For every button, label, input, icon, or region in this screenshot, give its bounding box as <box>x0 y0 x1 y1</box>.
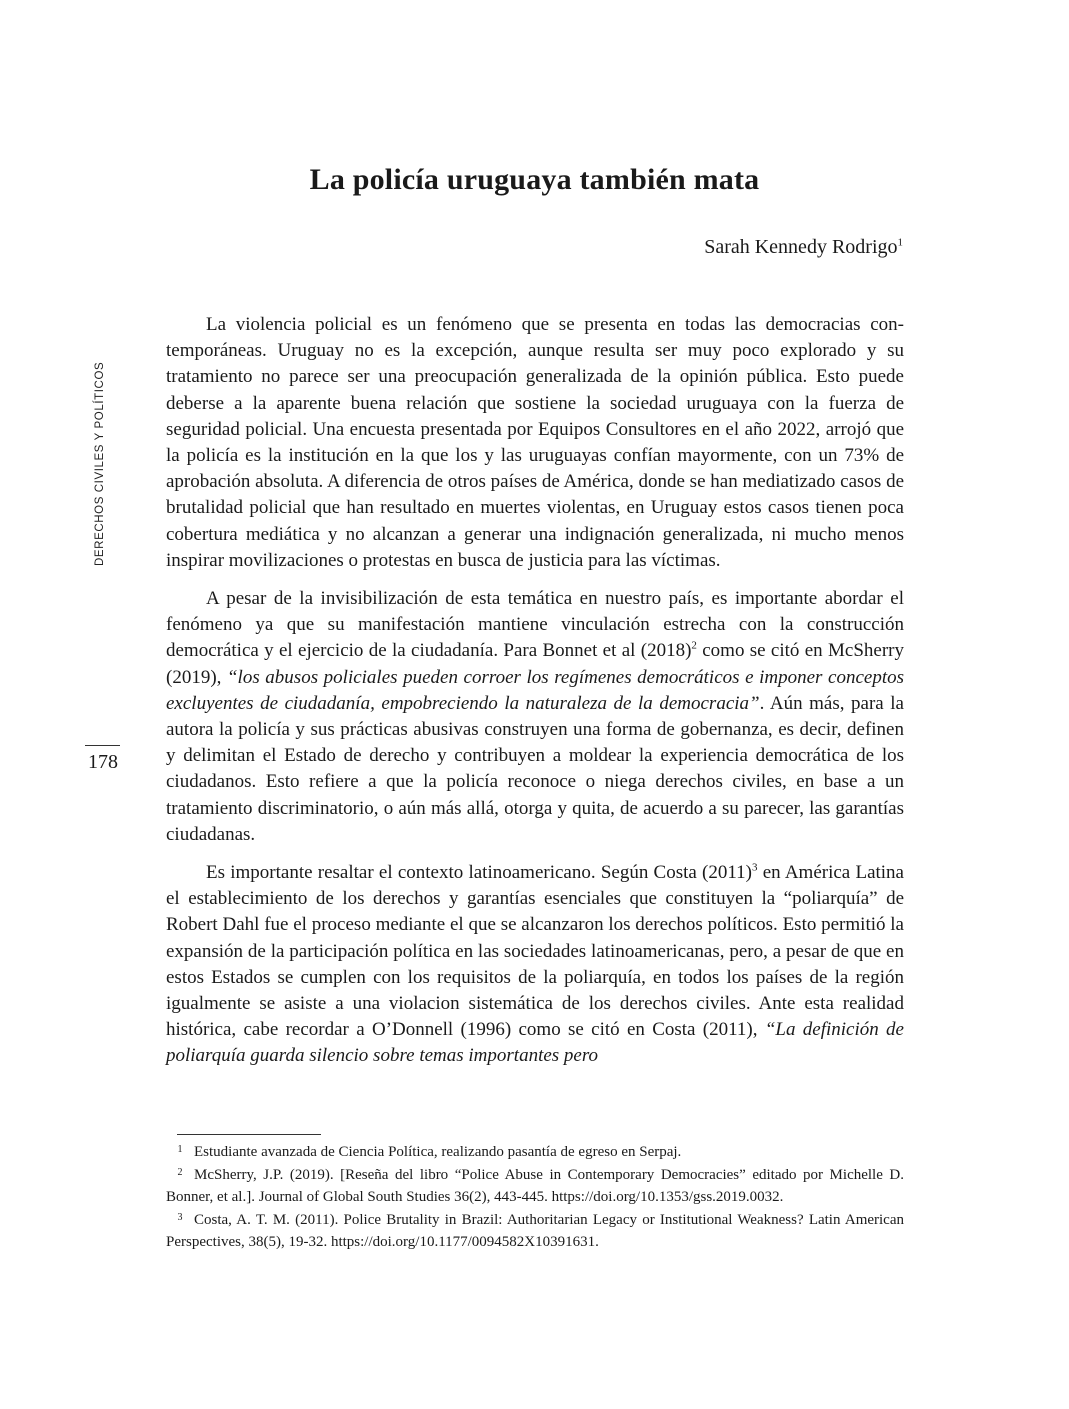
paragraph-3-text-b: en América Latina el establecimiento de los derechos y garantías esenciales que constituyen la “poliarquía” de Robert Dahl fue el proceso mediante el que se alcanzaron los derechos políticos. Esto permitió la expansión de la participación política en las sociedades latinoamericanas, pero, a pesar de que en estos Estados se cumplen con los requisitos de la poliarquía, en todos los países de la región igualmente se asiste a una violacion sistemática de los derechos civiles. Ante esta realidad histórica, cabe recordar a O’Donnell (1996) como se citó en Costa (2011), <box>166 862 904 1041</box>
footnote-ref-2[interactable]: 2 <box>691 640 697 653</box>
footnotes <box>166 1141 904 1254</box>
page-title: La policía uruguaya también mata <box>309 163 760 196</box>
page-number-rule <box>85 745 120 746</box>
paragraph-2 <box>166 586 904 848</box>
author-footnote-ref[interactable]: 1 <box>897 236 903 249</box>
footnote-3 <box>166 1209 904 1254</box>
footnote-2 <box>166 1164 904 1209</box>
paragraph-1 <box>166 312 904 574</box>
paragraph-2-quote: “los abusos policiales pueden corroer los regímenes democráticos e imponer conceptos excluyentes de ciudadanía, empobreciendo la naturaleza de la democracia” <box>166 666 904 714</box>
paragraph-1-text: La violencia policial es un fenómeno que se presenta en todas las democracias contemporáneas. Uruguay no es la excepción, aunque resulta ser muy poco explorado y su tratamiento no parece ser una preocupación generalizada de la opinión pública. Esto puede deberse a la aparente buena relación que sostiene la sociedad uruguaya con la fuerza de seguridad policial. Una encuesta presentada por Equipos Consultores en el año 2022, arrojó que la policía es la institución en la que los y las uruguayas confían mayormente, con un 73% de aprobación absoluta. A diferencia de otros países de América, donde se han mediatizado casos de brutalidad policial que han resultado en muertes violentas, en Uruguay estos casos tienen poca cobertura mediática y no alcanzan a generar una indignación generalizada, ni mucho menos inspirar movilizaciones o protestas en busca de justicia para las víctimas. <box>166 314 904 571</box>
footnote-separator <box>177 1134 321 1135</box>
footnote-2-text[interactable]: McSherry, J.P. (2019). [Reseña del libro “Police Abuse in Contemporary Democracies” editado por Michelle D. Bonner, et al.]. Journal of Global South Studies 36(2), 443-445. https://doi.org/10.1353/gss.2019.0032. <box>166 1166 904 1205</box>
author-name: Sarah Kennedy Rodrigo <box>704 236 898 258</box>
footnote-1-text: Estudiante avanzada de Ciencia Política, realizando pasantía de egreso en Serpaj. <box>194 1144 682 1160</box>
paragraph-3-text-a: Es importante resaltar el contexto latinoamericano. Según Costa (2011) <box>206 862 752 884</box>
section-side-label: DERECHOS CIVILES Y POLÍTICOS <box>94 361 106 566</box>
article-body <box>166 312 904 1082</box>
footnote-1-mark: 1 <box>177 1144 183 1155</box>
footnote-1 <box>166 1141 904 1164</box>
paragraph-3-quote: “La definición de poliarquía guarda silencio sobre temas importantes pero <box>166 1019 904 1067</box>
paragraph-2-text-a: A pesar de la invisibilización de esta temática en nuestro país, es importante abordar el fenómeno ya que su manifestación mantiene vinculación estrecha con la construcción democrática y el ejercicio de la ciudadanía. Para Bonnet et al (2018) <box>166 588 904 662</box>
paragraph-2-text-b: como se citó en McSherry (2019), <box>166 640 904 688</box>
page-number: 178 <box>88 751 118 773</box>
footnote-3-text[interactable]: Costa, A. T. M. (2011). Police Brutality in Brazil: Authoritarian Legacy or Institutional Weakness? Latin American Perspectives, 38(5), 19-32. https://doi.org/10.1177/0094582X10391631. <box>166 1211 904 1250</box>
paragraph-3 <box>166 860 904 1070</box>
author-byline <box>704 236 903 259</box>
footnote-2-mark: 2 <box>177 1166 183 1178</box>
footnote-ref-3[interactable]: 3 <box>752 861 758 874</box>
footnote-3-mark: 3 <box>177 1211 183 1223</box>
paragraph-2-text-c: . Aún más, para la autora la policía y sus prácticas abusivas construyen una forma de gobernanza, es decir, definen y delimitan el Estado de derecho y contribuyen a moldear la experiencia democrática de los ciudadanos. Esto refiere a que la policía reconoce o niega derechos civiles, en base a un tratamiento discriminatorio, o aún más allá, otorga y quita, de acuerdo a su parecer, las garantías ciudadanas. <box>166 692 904 845</box>
